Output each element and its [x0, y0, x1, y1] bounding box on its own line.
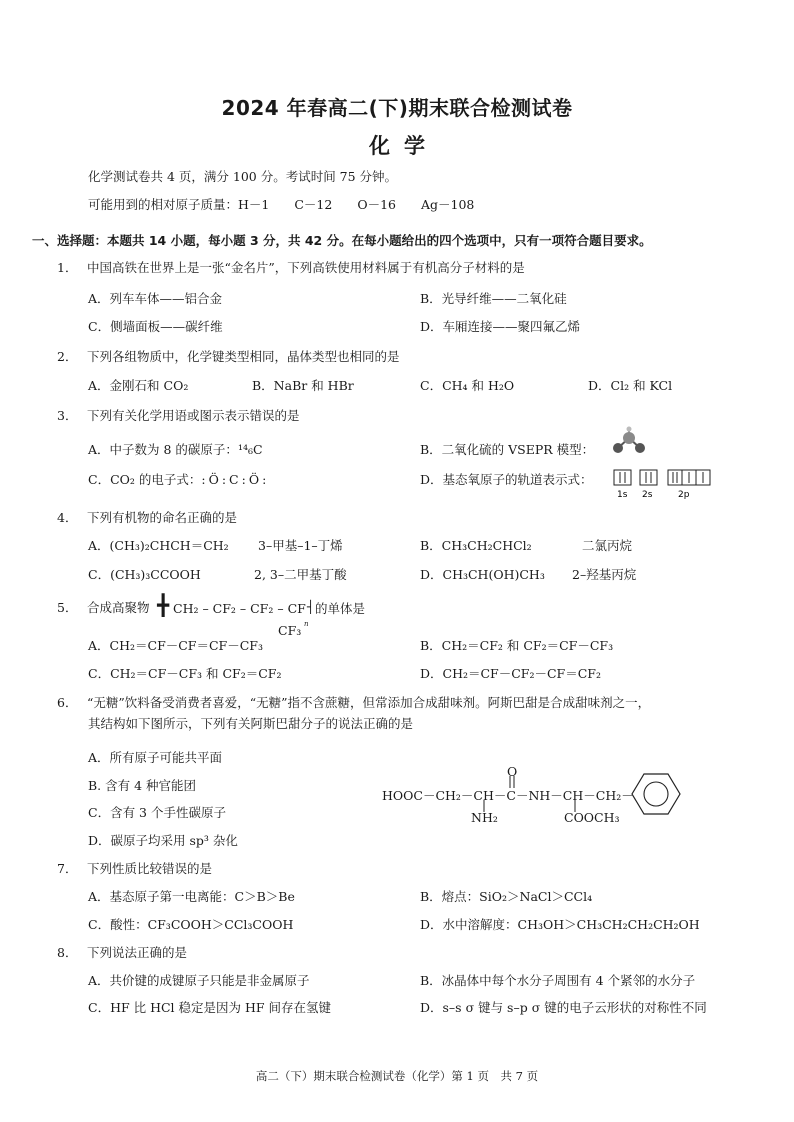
q5-option-d: D．CH₂＝CF－CF₂－CF＝CF₂: [420, 666, 601, 681]
question-number: 8．: [57, 945, 78, 960]
aspartame-carbonyl-o: O: [507, 764, 518, 779]
q3-option-d: D．基态氧原子的轨道表示式：: [420, 472, 593, 487]
q1-option-b: B．光导纤维——二氧化硅: [420, 291, 567, 306]
intro-line-1: 化学测试卷共 4 页，满分 100 分。考试时间 75 分钟。: [88, 169, 398, 184]
q5-option-a: A．CH₂＝CF－CF＝CF－CF₃: [88, 638, 263, 653]
question-5-stem-end: 的单体是: [315, 601, 366, 616]
q8-option-d: D．s–s σ 键与 s–p σ 键的电子云形状的对称性不同: [420, 1000, 707, 1015]
orbital-label-2s: 2s: [642, 490, 653, 500]
q1-option-c: C．侧墙面板——碳纤维: [88, 319, 223, 334]
q4-option-b-name: 二氯丙烷: [582, 538, 633, 553]
page-title: 2024 年春高二(下)期末联合检测试卷: [221, 96, 573, 120]
question-6-stem: [57, 695, 650, 711]
q2-option-d: D．Cl₂ 和 KCl: [588, 378, 673, 393]
polymer-subscript-n: n: [304, 620, 309, 628]
co2-electron-formula: :Ö:C:Ö:: [201, 472, 270, 487]
so2-vsepr-model-icon: [612, 426, 646, 456]
question-1-stem: [57, 260, 525, 276]
q8-option-a: A．共价键的成键原子只能是非金属原子: [88, 973, 310, 988]
question-3-stem: [57, 408, 300, 424]
q4-option-d: D．CH₃CH(OH)CH₃: [420, 567, 545, 582]
polymer-side-group: CF₃: [278, 623, 302, 638]
option-text: A．中子数为 8 的碳原子：: [88, 442, 238, 457]
question-text: 中国高铁在世界上是一张“金名片”，下列高铁使用材料属于有机高分子材料的是: [87, 260, 525, 275]
q3-option-a: [88, 442, 263, 458]
q6-option-b: B. 含有 4 种官能团: [88, 778, 197, 793]
section-heading: 一、选择题：本题共 14 小题，每小题 3 分，共 42 分。在每小题给出的四个选项中，只有一项符合题目要求。: [32, 233, 652, 248]
option-text: C．CO₂ 的电子式：: [88, 472, 202, 487]
q7-option-d: D．水中溶解度：CH₃OH＞CH₃CH₂CH₂CH₂OH: [420, 917, 700, 932]
page-footer: 高二（下）期末联合检测试卷（化学）第 1 页 共 7 页: [255, 1069, 539, 1083]
q7-option-a: A．基态原子第一电离能：C＞B＞Be: [88, 889, 295, 904]
q6-option-a: A．所有原子可能共平面: [88, 750, 223, 765]
question-text: 合成高聚物: [87, 600, 150, 615]
question-number: 5．: [57, 600, 78, 615]
orbital-label-1s: 1s: [617, 490, 628, 500]
question-5-stem: [57, 600, 150, 616]
aspartame-main-chain: HOOC－CH₂－CH－C－NH－CH－CH₂－: [382, 788, 634, 803]
q5-option-c: C．CH₂＝CF－CF₃ 和 CF₂＝CF₂: [88, 666, 282, 681]
question-text: 下列有关化学用语或图示表示错误的是: [87, 408, 300, 423]
orbital-label-2p: 2p: [678, 490, 690, 500]
q3-option-b: B．二氧化硫的 VSEPR 模型：: [420, 442, 595, 457]
q6-option-c: C．含有 3 个手性碳原子: [88, 805, 226, 820]
q4-option-c-name: 2, 3–二甲基丁酸: [254, 567, 347, 582]
polymer-formula: CH₂ – CF₂ – CF₂ – CF: [173, 601, 306, 616]
q2-option-a: A．金刚石和 CO₂: [88, 378, 189, 393]
question-6-stem-line-2: 其结构如下图所示，下列有关阿斯巴甜分子的说法正确的是: [88, 716, 414, 731]
q6-option-d: D．碳原子均采用 sp³ 杂化: [88, 833, 238, 848]
aspartame-nh2: NH₂: [471, 810, 498, 825]
q2-option-c: C．CH₄ 和 H₂O: [420, 378, 515, 393]
question-number: 4．: [57, 510, 78, 525]
q8-option-b: B．冰晶体中每个水分子周围有 4 个紧邻的水分子: [420, 973, 696, 988]
question-8-stem: [57, 945, 187, 961]
q4-option-a: A．(CH₃)₂CHCH＝CH₂: [88, 538, 229, 553]
question-text: 下列各组物质中，化学键类型相同，晶体类型也相同的是: [87, 349, 400, 364]
question-number: 3．: [57, 408, 78, 423]
q7-option-c: C．酸性：CF₃COOH＞CCl₃COOH: [88, 917, 294, 932]
oxygen-orbital-diagram: [612, 468, 712, 500]
question-text: 下列性质比较错误的是: [87, 861, 213, 876]
subject-title: 化学: [369, 134, 439, 158]
question-number: 2．: [57, 349, 78, 364]
q3-option-c: [88, 472, 269, 488]
q1-option-d: D．车厢连接——聚四氟乙烯: [420, 319, 581, 334]
q7-option-b: B．熔点：SiO₂＞NaCl＞CCl₄: [420, 889, 593, 904]
question-text: 下列说法正确的是: [87, 945, 188, 960]
intro-line-2: 可能用到的相对原子质量：H－1 C－12 O－16 Ag－108: [88, 197, 475, 212]
question-number: 6．: [57, 695, 78, 710]
q2-option-b: B．NaBr 和 HBr: [252, 378, 354, 393]
question-number: 7．: [57, 861, 78, 876]
question-text: “无糖”饮料备受消费者喜爱，“无糖”指不含蔗糖，但常添加合成甜味剂。阿斯巴甜是合成甜味剂之一，: [87, 695, 651, 710]
aspartame-cooch3: COOCH₃: [564, 810, 620, 825]
q4-option-b: B．CH₃CH₂CHCl₂: [420, 538, 532, 553]
question-7-stem: [57, 861, 212, 877]
carbon-isotope-symbol: ¹⁴₆C: [237, 442, 263, 457]
q1-option-a: A．列车车体——铝合金: [88, 291, 223, 306]
question-2-stem: [57, 349, 400, 365]
question-4-stem: [57, 510, 237, 526]
q4-option-a-name: 3–甲基–1–丁烯: [258, 538, 343, 553]
question-text: 下列有机物的命名正确的是: [87, 510, 238, 525]
q4-option-d-name: 2–羟基丙烷: [572, 567, 637, 582]
q5-option-b: B．CH₂＝CF₂ 和 CF₂＝CF－CF₃: [420, 638, 614, 653]
carbonyl-double-bond: [505, 776, 519, 788]
q8-option-c: C．HF 比 HCl 稳定是因为 HF 间存在氢键: [88, 1000, 332, 1015]
polymer-bracket-right: ┤: [307, 600, 315, 614]
q4-option-c: C．(CH₃)₃CCOOH: [88, 567, 201, 582]
question-number: 1．: [57, 260, 78, 275]
benzene-ring-icon: [630, 770, 682, 818]
polymer-bracket-left: ╋: [157, 593, 170, 617]
